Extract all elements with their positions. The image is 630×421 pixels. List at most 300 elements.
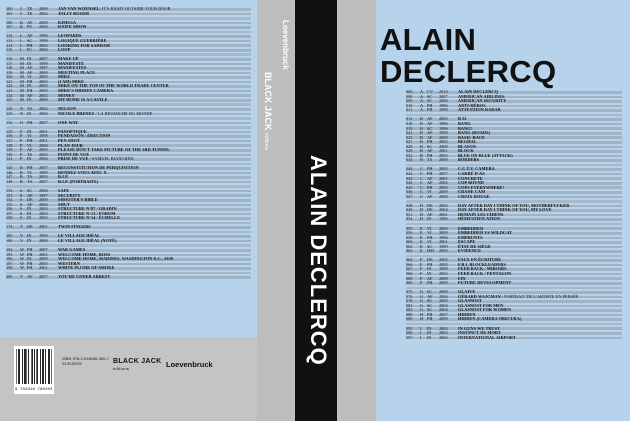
item-letter: R bbox=[20, 165, 23, 171]
item-title: LE VILLAGE IDÉAL (NOYÉ) bbox=[58, 238, 117, 244]
item-letter: B bbox=[420, 157, 423, 163]
barcode-bar bbox=[49, 349, 50, 384]
item-type: AF bbox=[27, 92, 33, 98]
item-number: 123 bbox=[6, 87, 13, 93]
item-year: 2003 bbox=[439, 248, 448, 254]
item-type: DE bbox=[27, 224, 33, 230]
item-type: PH bbox=[427, 311, 433, 317]
item-type: SC bbox=[427, 302, 433, 308]
item-type: VI bbox=[427, 225, 432, 231]
item-year: 1996 bbox=[439, 234, 448, 240]
item-type: PH bbox=[427, 170, 433, 176]
item-title: BLASON bbox=[458, 143, 476, 149]
barcode-bar bbox=[25, 349, 26, 384]
item-number: 069 bbox=[406, 280, 413, 286]
item-type: AF bbox=[427, 116, 433, 122]
item-number: 027 bbox=[406, 139, 413, 145]
item-letter: F bbox=[420, 266, 423, 272]
item-title: EMBEDDED VS WILDCAT bbox=[458, 230, 512, 236]
item-type: PH bbox=[427, 316, 433, 322]
item-letter: B bbox=[420, 139, 423, 145]
item-year: 2004 bbox=[439, 307, 448, 313]
item-year: 1999 bbox=[39, 60, 48, 66]
barcode-bar bbox=[37, 349, 38, 384]
price-line: 23 EUROS bbox=[62, 360, 82, 366]
publisher-blackjack-logo: BLACK JACK éditions bbox=[113, 358, 162, 371]
item-letter: M bbox=[20, 87, 24, 93]
item-title: MANIFESTES bbox=[58, 65, 87, 71]
item-type: AF bbox=[427, 180, 433, 186]
item-type: AF bbox=[27, 33, 33, 39]
item-title: MANIFESTE bbox=[58, 60, 84, 66]
item-letter: B bbox=[420, 116, 423, 122]
item-title: LE VILLAGE IDÉAL bbox=[58, 233, 101, 239]
item-title: RECONSTITUTION DE PERQUISITION bbox=[58, 165, 139, 171]
item-number: 078 bbox=[406, 298, 413, 304]
item-number: 156 bbox=[6, 206, 13, 212]
item-number: 006 bbox=[406, 89, 413, 95]
item-type: AF bbox=[427, 120, 433, 126]
item-number: 018 bbox=[406, 120, 413, 126]
item-year: 2009 bbox=[39, 197, 48, 203]
item-year: 2001 bbox=[39, 265, 48, 271]
item-letter: S bbox=[20, 197, 23, 203]
item-letter: O bbox=[20, 119, 24, 125]
item-number: 155 bbox=[6, 201, 13, 207]
item-letter: B bbox=[420, 120, 423, 126]
item-year: 2002 bbox=[39, 92, 48, 98]
item-year: 1998 bbox=[39, 133, 48, 139]
item-number: 129 bbox=[6, 110, 13, 116]
item-year: 2001 bbox=[39, 137, 48, 143]
item-year: 2006 bbox=[39, 110, 48, 116]
item-type: PH bbox=[27, 78, 33, 84]
item-title: MIKE'S HIDDEN CAMERA bbox=[58, 87, 114, 93]
barcode-icon bbox=[16, 349, 52, 384]
item-number: 128 bbox=[6, 106, 13, 112]
item-number: 101 bbox=[6, 10, 13, 16]
item-title: CRANE CAM bbox=[458, 189, 486, 195]
item-letter: E bbox=[420, 225, 423, 231]
item-letter: D bbox=[420, 207, 424, 213]
item-subtitle: / SAMUEL BIANCHINI bbox=[88, 156, 134, 162]
item-letter: L bbox=[20, 33, 23, 39]
item-year: 2003 bbox=[439, 334, 448, 340]
item-number: 139 bbox=[6, 147, 13, 153]
item-year: 2005 bbox=[39, 87, 48, 93]
item-title: WAR GAMES bbox=[58, 247, 86, 253]
item-number: 084 bbox=[406, 302, 413, 308]
item-title: R.I.P. (PORTRAITS) bbox=[58, 178, 98, 184]
item-year: 1999 bbox=[39, 169, 48, 175]
item-letter: J bbox=[20, 10, 22, 16]
item-letter: B bbox=[420, 152, 423, 158]
item-title: BLOCK bbox=[458, 148, 474, 154]
item-letter: A bbox=[420, 102, 424, 108]
item-title: COPS EVERYWHERE! bbox=[458, 184, 505, 190]
item-year: 2009 bbox=[439, 289, 448, 295]
item-number: 141 bbox=[6, 156, 13, 162]
item-type: SC bbox=[427, 93, 433, 99]
item-year: 2009 bbox=[439, 280, 448, 286]
item-letter: E bbox=[420, 248, 423, 254]
cover-title-line-1: ALAIN bbox=[380, 22, 477, 57]
item-type: PH bbox=[427, 280, 433, 286]
item-number: 146 bbox=[6, 169, 13, 175]
item-letter: A bbox=[420, 89, 424, 95]
item-number: 048 bbox=[406, 202, 413, 208]
item-letter: L bbox=[20, 42, 23, 48]
item-title: ONE WAY bbox=[58, 119, 79, 125]
item-title: LOOP bbox=[58, 47, 71, 53]
item-letter: C bbox=[420, 175, 423, 181]
item-letter: P bbox=[20, 142, 23, 148]
item-year: 1999 bbox=[439, 130, 448, 136]
item-letter: C bbox=[420, 180, 423, 186]
item-year: 2005 bbox=[39, 74, 48, 80]
item-number: 113 bbox=[6, 37, 13, 43]
item-year: 1996 bbox=[439, 102, 448, 108]
item-year: 2007 bbox=[39, 119, 48, 125]
item-title: POINT DE VUE bbox=[58, 151, 90, 157]
item-number: 157 bbox=[6, 210, 13, 216]
item-type: IN bbox=[27, 110, 32, 116]
item-title: JOLLY ROGER bbox=[58, 10, 90, 16]
item-number: 185 bbox=[6, 233, 13, 239]
item-year: 2007 bbox=[39, 178, 48, 184]
item-letter: C bbox=[420, 184, 423, 190]
item-year: 2006 bbox=[439, 293, 448, 299]
item-year: 2009 bbox=[439, 143, 448, 149]
item-title: YOU'RE UNDER ARREST bbox=[58, 274, 111, 280]
item-title: JAN VAN WOENSEL/ IT'S RIGHT OUTSIDE YOUR DOOR bbox=[58, 6, 171, 12]
item-type: VI bbox=[27, 133, 32, 139]
item-type: IN bbox=[427, 271, 432, 276]
item-type: DE bbox=[427, 202, 433, 208]
item-year: 2005 bbox=[439, 261, 448, 267]
item-year: 2007 bbox=[39, 274, 48, 280]
item-number: 200 bbox=[6, 274, 13, 280]
item-letter: W bbox=[20, 251, 25, 257]
item-number: 009 bbox=[406, 98, 413, 104]
item-title: LOGIQUE GUERRIÈRE bbox=[58, 37, 107, 43]
item-title: HIDDEN (CAMERA OBSCURA) bbox=[458, 316, 522, 322]
item-number: 153 bbox=[6, 192, 13, 198]
item-title: FUTURE DEVELOPMENT bbox=[458, 280, 512, 286]
item-number: 051 bbox=[406, 211, 413, 217]
item-letter: M bbox=[20, 56, 24, 62]
item-title: PEN SHOT bbox=[58, 137, 81, 143]
item-letter: S bbox=[20, 210, 23, 216]
item-number: 096 bbox=[406, 330, 413, 336]
item-number: 095 bbox=[406, 325, 413, 331]
item-year: 2006 bbox=[39, 47, 48, 53]
item-title: CONCRETE bbox=[458, 175, 483, 181]
item-title: FAUX EN ÉCRITURE bbox=[458, 257, 502, 263]
item-title: FEED BACK / MIROIRS bbox=[458, 266, 507, 272]
publisher-loevenbruck-logo: Loevenbruck bbox=[166, 360, 213, 369]
item-number: 115 bbox=[6, 47, 13, 53]
item-title: EMBEDDED bbox=[458, 225, 484, 231]
item-year: 2003 bbox=[39, 210, 48, 216]
item-letter: C bbox=[420, 193, 423, 199]
item-year: 2000 bbox=[439, 193, 448, 199]
item-title: LEOPARDS bbox=[58, 33, 82, 39]
item-title: IN GUNS WE TRUST bbox=[458, 325, 501, 331]
item-title: MIKE ON THE TOP OF THE WORLD TRADE CENTER bbox=[58, 83, 169, 89]
item-letter: W bbox=[20, 260, 25, 266]
barcode-bar bbox=[19, 349, 20, 384]
item-year: 2009 bbox=[439, 230, 448, 236]
item-title: COP BOUND bbox=[458, 180, 484, 186]
item-number: 124 bbox=[6, 92, 13, 98]
item-letter: P bbox=[20, 137, 23, 143]
item-type: DM bbox=[427, 248, 434, 254]
item-letter: W bbox=[20, 265, 25, 271]
item-type: AF bbox=[427, 134, 433, 140]
item-title: KNIFE SHOW bbox=[58, 24, 87, 30]
item-type: PC bbox=[27, 47, 33, 53]
item-number: 140 bbox=[6, 151, 13, 157]
item-number: 040 bbox=[406, 166, 413, 172]
item-letter: W bbox=[20, 247, 25, 253]
item-title: C.C.T.V. CAMERA bbox=[458, 166, 495, 172]
item-number: 138 bbox=[6, 142, 13, 148]
item-number: 195 bbox=[6, 251, 13, 257]
item-letter: G bbox=[420, 289, 424, 295]
item-title: CROIX ROUGE bbox=[458, 193, 490, 199]
item-letter: M bbox=[20, 83, 24, 89]
item-title: LOOKING FOR SADDAM bbox=[58, 42, 110, 48]
item-type: AF bbox=[427, 175, 433, 181]
item-year: 2004 bbox=[439, 202, 448, 208]
item-type: AF bbox=[27, 192, 33, 198]
item-title: DAY AFTER DAY I THINK OF YOU, MOTHERFUCKER bbox=[458, 202, 570, 208]
item-letter: P bbox=[20, 128, 23, 134]
item-type: PH bbox=[427, 107, 433, 113]
barcode-bar bbox=[32, 349, 33, 384]
item-number: 044 bbox=[406, 180, 413, 186]
item-type: PH bbox=[427, 184, 433, 190]
item-title: WELCOME HOME, BOSS bbox=[58, 251, 111, 257]
item-type: PH bbox=[27, 87, 33, 93]
item-letter: D bbox=[420, 211, 424, 217]
item-letter: F bbox=[420, 257, 423, 263]
item-number: 174 bbox=[6, 224, 13, 230]
item-number: 088 bbox=[406, 311, 413, 317]
item-year: 2000 bbox=[39, 238, 48, 244]
item-type: PH bbox=[427, 139, 433, 145]
item-type: VI bbox=[427, 230, 432, 236]
item-year: 2003 bbox=[439, 298, 448, 304]
item-title: SHUT bbox=[58, 201, 70, 207]
item-number: 194 bbox=[6, 247, 13, 253]
item-letter: B bbox=[420, 130, 423, 136]
item-number: 135 bbox=[6, 128, 13, 134]
item-number: 147 bbox=[6, 174, 13, 180]
item-number: 152 bbox=[6, 188, 13, 193]
item-letter: L bbox=[20, 37, 23, 43]
item-type: SC bbox=[27, 188, 33, 193]
barcode-bar bbox=[45, 349, 46, 384]
item-type: IN bbox=[27, 97, 32, 103]
item-number: 107 bbox=[6, 24, 13, 30]
item-type: TA bbox=[27, 151, 33, 157]
item-type: VI bbox=[27, 142, 32, 148]
item-number: 197 bbox=[6, 260, 13, 266]
item-year: 2009 bbox=[39, 256, 48, 262]
item-title: PRISE DE VUE / SAMUEL BIANCHINI bbox=[58, 156, 134, 162]
item-number: 186 bbox=[6, 238, 13, 244]
item-year: 2002 bbox=[39, 106, 48, 112]
item-letter: S bbox=[20, 188, 23, 193]
item-letter: G bbox=[420, 298, 424, 304]
item-number: 067 bbox=[406, 266, 413, 272]
item-type: PH bbox=[427, 261, 433, 267]
item-letter: H bbox=[420, 311, 424, 317]
item-number: 046 bbox=[406, 189, 413, 195]
barcode-bar bbox=[28, 349, 29, 384]
item-letter: M bbox=[20, 65, 24, 71]
item-type: DE bbox=[427, 207, 433, 213]
item-number: 158 bbox=[6, 215, 13, 221]
back-cover bbox=[0, 0, 257, 421]
item-letter: S bbox=[20, 206, 23, 212]
item-year: 1999 bbox=[39, 33, 48, 39]
item-title: STRUCTURE N°14 / ÉCHELLE bbox=[58, 215, 121, 221]
item-number: 047 bbox=[406, 193, 413, 199]
item-type: DE bbox=[427, 257, 433, 263]
item-title: INTERNATIONAL AIRPORT bbox=[458, 334, 516, 340]
item-type: IN bbox=[27, 256, 32, 262]
item-year: 2004 bbox=[439, 207, 448, 213]
barcode-bar bbox=[22, 349, 23, 384]
item-year: 2005 bbox=[439, 139, 448, 145]
item-type: TE bbox=[27, 10, 33, 16]
spine-publisher-blackjack: BLACK JACK éditions bbox=[263, 72, 273, 151]
item-number: 145 bbox=[6, 165, 13, 171]
item-type: SC bbox=[427, 298, 433, 304]
item-title: ANTI-HÉROS bbox=[458, 102, 486, 108]
item-title: MAKE UP bbox=[58, 56, 79, 62]
item-type: IN bbox=[27, 60, 32, 66]
item-title: FEED BACK / PENTAGON bbox=[458, 271, 512, 276]
item-title: RENDEZ-VOUS AVEC X bbox=[58, 169, 107, 175]
item-year: 1996 bbox=[439, 216, 448, 222]
item-title: EMPRUNTS bbox=[458, 234, 483, 240]
item-year: 2009 bbox=[439, 316, 448, 322]
item-type: AF bbox=[27, 19, 33, 25]
item-title: STRUCTURE N°13 / FORUM bbox=[58, 210, 116, 216]
item-type: TA bbox=[27, 178, 33, 184]
item-number: 085 bbox=[406, 307, 413, 313]
item-title: GÉRARD WAJCMAN / PORTRAIT DE L'ARTISTE EN PERSÉE bbox=[458, 293, 579, 299]
item-year: 2009 bbox=[439, 225, 448, 231]
item-letter: R bbox=[20, 174, 23, 180]
item-letter: D bbox=[420, 202, 424, 208]
item-type: TA bbox=[27, 174, 33, 180]
item-letter: I bbox=[420, 330, 422, 336]
item-type: SC bbox=[427, 289, 433, 295]
item-title: SAFE bbox=[58, 188, 70, 193]
barcode-bar bbox=[34, 349, 35, 384]
item-number: 025 bbox=[406, 134, 413, 140]
item-type: IN bbox=[27, 56, 32, 62]
item-year: 2003 bbox=[439, 325, 448, 331]
item-letter: R bbox=[20, 169, 23, 175]
item-title: GLAIVE bbox=[458, 289, 476, 295]
item-letter: N bbox=[20, 110, 24, 116]
item-type: AF bbox=[27, 201, 33, 207]
item-type: AF bbox=[27, 274, 33, 280]
item-number: 054 bbox=[406, 216, 413, 222]
isbn-line: ISBN 978-2-918046-500-7 bbox=[62, 356, 109, 361]
item-title: WHITE PLUME OF SMOKE bbox=[58, 265, 115, 271]
item-number: 049 bbox=[406, 207, 413, 213]
item-number: 198 bbox=[6, 265, 13, 271]
item-year: 2005 bbox=[439, 152, 448, 158]
item-letter: V bbox=[20, 238, 24, 244]
item-number: 060 bbox=[406, 239, 413, 245]
item-title: BANG bbox=[458, 120, 471, 126]
item-title: PENDAISON / ÉRECTION bbox=[58, 133, 111, 139]
item-year: 2004 bbox=[439, 302, 448, 308]
item-type: VI bbox=[27, 169, 32, 175]
item-letter: B bbox=[420, 143, 423, 149]
item-letter: M bbox=[20, 97, 24, 103]
item-number: 008 bbox=[406, 93, 413, 99]
item-type: IN bbox=[27, 206, 32, 212]
list-item bbox=[406, 336, 622, 341]
item-type: PH bbox=[27, 119, 33, 125]
cover-title-line-2: DECLERCQ bbox=[380, 54, 557, 89]
item-number: 045 bbox=[406, 184, 413, 190]
item-year: 1999 bbox=[439, 266, 448, 272]
item-type: AF bbox=[427, 193, 433, 199]
item-type: TE bbox=[27, 6, 33, 12]
item-year: 1996 bbox=[439, 125, 448, 131]
item-number: 058 bbox=[406, 234, 413, 240]
barcode-bar bbox=[16, 349, 17, 384]
item-letter: P bbox=[20, 147, 23, 153]
item-number: 034 bbox=[406, 157, 413, 163]
item-title: MONEY bbox=[58, 92, 75, 98]
item-year: 2001 bbox=[439, 148, 448, 154]
item-letter: M bbox=[20, 78, 24, 84]
barcode-bar bbox=[26, 349, 27, 384]
item-letter: I bbox=[420, 334, 422, 340]
barcode-digits: 9 782918 780203 bbox=[15, 388, 53, 392]
item-type: AF bbox=[427, 293, 433, 299]
item-number: 068 bbox=[406, 271, 413, 276]
item-letter: E bbox=[420, 243, 423, 249]
item-number: 116 bbox=[6, 56, 13, 62]
item-number: 120 bbox=[6, 74, 13, 80]
item-letter: B bbox=[420, 148, 423, 154]
item-letter: F bbox=[420, 275, 423, 281]
item-title: BORDERS bbox=[458, 157, 480, 163]
item-title: SHOOTER'S BIBLE bbox=[58, 197, 98, 203]
item-year: 1999 bbox=[39, 37, 48, 43]
item-title: GLASNOST bbox=[458, 298, 482, 304]
item-number: 063 bbox=[406, 248, 413, 254]
item-type: PH bbox=[27, 247, 33, 253]
barcode-bar bbox=[42, 349, 43, 384]
item-year: 2007 bbox=[439, 93, 448, 99]
item-type: AF bbox=[27, 65, 33, 71]
item-letter: E bbox=[420, 230, 423, 236]
item-type: PS bbox=[27, 24, 32, 30]
